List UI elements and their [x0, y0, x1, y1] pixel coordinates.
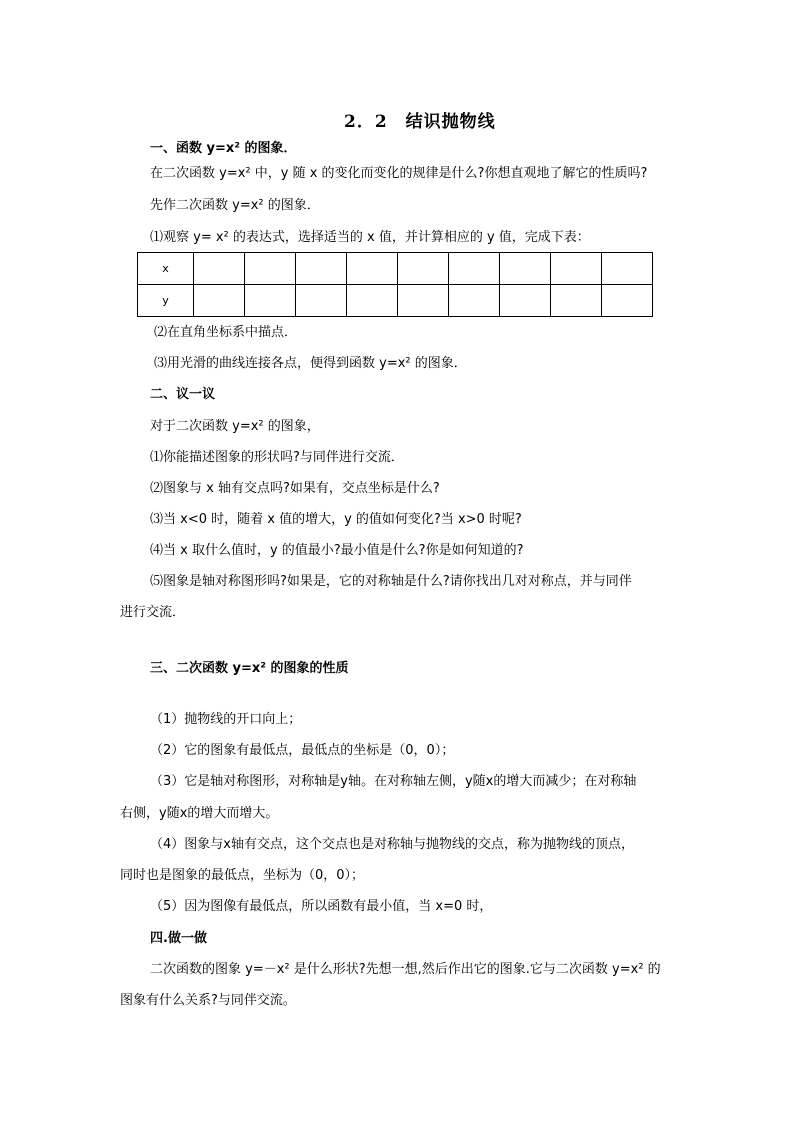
property-4-continued: 同时也是图象的最低点，坐标为（0，0）； — [120, 868, 365, 883]
section1-paragraph-1: 在二次函数 y=x² 中，y 随 x 的变化而变化的规律是什么?你想直观地了解它的性质吗? — [150, 166, 648, 181]
section1-heading: 一、函数 y=x² 的图象． — [150, 141, 297, 156]
table-cell — [551, 253, 602, 285]
table-cell — [449, 253, 500, 285]
section2-heading: 二、议一议 — [150, 387, 216, 402]
property-2: （2）它的图象有最低点，最低点的坐标是（0，0）； — [150, 743, 455, 758]
table-cell — [449, 285, 500, 317]
property-3-continued: 右侧，y随x的增大而增大。 — [120, 806, 279, 821]
section4-paragraph-1: 二次函数的图象 y=－x² 是什么形状?先想一想,然后作出它的图象.它与二次函数 y=x² 的 — [150, 962, 661, 977]
table-row-y — [138, 285, 653, 317]
table-cell — [602, 285, 653, 317]
section1-paragraph-5: ⑶用光滑的曲线连接各点，便得到函数 y=x² 的图象． — [154, 356, 467, 371]
table-cell — [245, 253, 296, 285]
table-cell — [500, 285, 551, 317]
table-cell — [398, 253, 449, 285]
section1-paragraph-3: ⑴观察 y= x² 的表达式，选择适当的 x 值，并计算相应的 y 值，完成下表： — [150, 230, 590, 245]
section2-paragraph-1: 对于二次函数 y=x² 的图象， — [150, 419, 320, 434]
section2-question-1: ⑴你能描述图象的形状吗?与同伴进行交流． — [150, 450, 404, 465]
table-cell — [245, 285, 296, 317]
table-cell — [500, 253, 551, 285]
section4-paragraph-1-continued: 图象有什么关系?与同伴交流。 — [120, 993, 296, 1008]
section2-question-3: ⑶当 x<0 时，随着 x 值的增大，y 的值如何变化?当 x>0 时呢? — [150, 512, 522, 527]
page-title: 2．2 结识抛物线 — [344, 112, 496, 132]
table-cell — [398, 285, 449, 317]
section2-question-5: ⑸图象是轴对称图形吗?如果是，它的对称轴是什么?请你找出几对对称点，并与同伴 — [150, 574, 632, 589]
value-table — [137, 252, 653, 317]
property-1: （1）抛物线的开口向上； — [150, 712, 302, 727]
section1-paragraph-2: 先作二次函数 y=x² 的图象． — [150, 198, 320, 213]
section2-question-5-continued: 进行交流． — [120, 605, 186, 620]
section1-paragraph-4: ⑵在直角坐标系中描点． — [154, 325, 298, 340]
section4-heading: 四.做一做 — [150, 931, 207, 946]
table-cell — [551, 285, 602, 317]
table-cell — [194, 285, 245, 317]
property-3: （3）它是轴对称图形，对称轴是y轴。在对称轴左侧，y随x的增大而减少；在对称轴 — [150, 774, 637, 789]
table-row-label-y: y — [138, 285, 194, 317]
table-cell — [296, 253, 347, 285]
table-cell — [296, 285, 347, 317]
table-cell — [194, 253, 245, 285]
section2-question-2: ⑵图象与 x 轴有交点吗?如果有，交点坐标是什么? — [150, 481, 440, 496]
table-cell — [347, 285, 398, 317]
section3-heading: 三、二次函数 y=x² 的图象的性质 — [150, 661, 349, 676]
table-row-x — [138, 253, 653, 285]
property-4: （4）图象与x轴有交点，这个交点也是对称轴与抛物线的交点，称为抛物线的顶点， — [150, 837, 634, 852]
section2-question-4: ⑷当 x 取什么值时，y 的值最小?最小值是什么?你是如何知道的? — [150, 543, 524, 558]
table-cell — [602, 253, 653, 285]
property-5: （5）因为图像有最低点，所以函数有最小值，当 x=0 时， — [150, 899, 493, 914]
table-cell — [347, 253, 398, 285]
table-row-label-x: x — [138, 253, 194, 285]
